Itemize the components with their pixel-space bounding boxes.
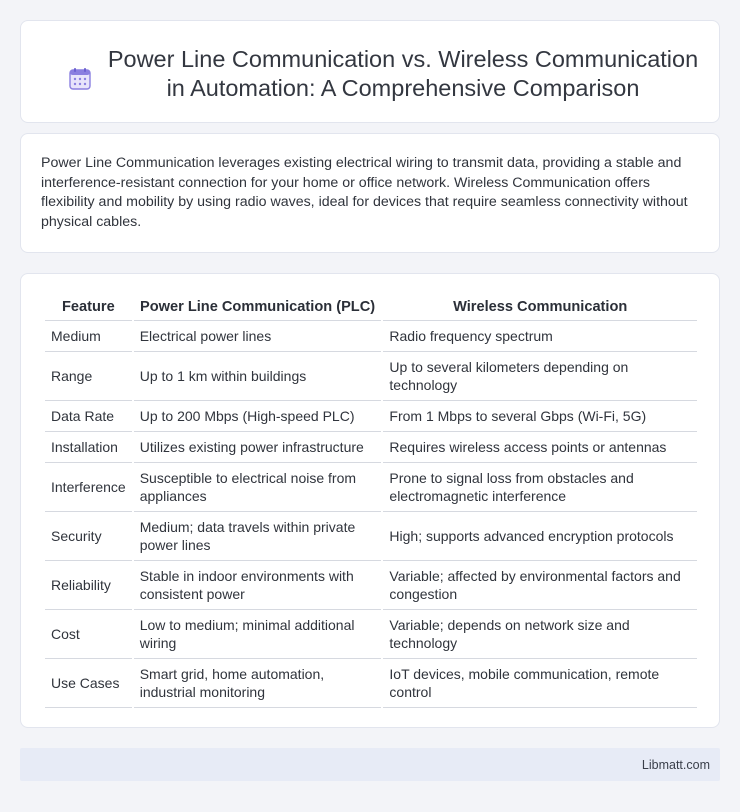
feature-cell: Installation xyxy=(45,432,132,463)
wireless-cell: Up to several kilometers depending on technology xyxy=(383,352,697,401)
wireless-cell: IoT devices, mobile communication, remote control xyxy=(383,659,697,708)
wireless-cell: Prone to signal loss from obstacles and electromagnetic interference xyxy=(383,463,697,512)
feature-cell: Data Rate xyxy=(45,401,132,432)
intro-paragraph: Power Line Communication leverages existing electrical wiring to transmit data, providing a stable and interference-resistant connection for your home or office network. Wireless Communication offers flexibility and mobility by using radio waves, ideal for devices that require seamless connectivity without physical cables. xyxy=(41,155,688,230)
table-row xyxy=(45,659,697,708)
table-row xyxy=(45,352,697,401)
comparison-card xyxy=(20,273,720,728)
page-title: Power Line Communication vs. Wireless Communication in Automation: A Comprehensive Comparison xyxy=(107,46,699,101)
feature-cell: Medium xyxy=(45,321,132,352)
plc-cell: Up to 1 km within buildings xyxy=(134,352,382,401)
wireless-cell: Variable; affected by environmental factors and congestion xyxy=(383,561,697,610)
feature-cell: Cost xyxy=(45,610,132,659)
plc-cell: Low to medium; minimal additional wiring xyxy=(134,610,382,659)
table-row xyxy=(45,401,697,432)
wireless-cell: From 1 Mbps to several Gbps (Wi-Fi, 5G) xyxy=(383,401,697,432)
feature-cell: Range xyxy=(45,352,132,401)
table-row xyxy=(45,463,697,512)
plc-cell: Up to 200 Mbps (High-speed PLC) xyxy=(134,401,382,432)
plc-cell: Smart grid, home automation, industrial monitoring xyxy=(134,659,382,708)
table-row xyxy=(45,561,697,610)
intro-card xyxy=(20,133,720,253)
header-feature: Feature xyxy=(45,294,132,321)
table-row xyxy=(45,610,697,659)
wireless-cell: Radio frequency spectrum xyxy=(383,321,697,352)
plc-cell: Electrical power lines xyxy=(134,321,382,352)
calendar-icon xyxy=(68,67,92,91)
table-row xyxy=(45,512,697,561)
plc-cell: Utilizes existing power infrastructure xyxy=(134,432,382,463)
wireless-cell: High; supports advanced encryption protocols xyxy=(383,512,697,561)
header-plc: Power Line Communication (PLC) xyxy=(134,294,382,321)
feature-cell: Use Cases xyxy=(45,659,132,708)
feature-cell: Security xyxy=(45,512,132,561)
table-header-row xyxy=(45,294,697,321)
header-wireless: Wireless Communication xyxy=(383,294,697,321)
table-row xyxy=(45,432,697,463)
plc-cell: Susceptible to electrical noise from appliances xyxy=(134,463,382,512)
plc-cell: Medium; data travels within private power lines xyxy=(134,512,382,561)
footer-brand-link[interactable]: Libmatt.com xyxy=(641,758,710,772)
wireless-cell: Requires wireless access points or antennas xyxy=(383,432,697,463)
footer-bar xyxy=(20,748,720,781)
feature-cell: Interference xyxy=(45,463,132,512)
plc-cell: Stable in indoor environments with consistent power xyxy=(134,561,382,610)
table-row xyxy=(45,321,697,352)
comparison-table xyxy=(43,294,699,708)
wireless-cell: Variable; depends on network size and technology xyxy=(383,610,697,659)
title-card xyxy=(20,20,720,123)
feature-cell: Reliability xyxy=(45,561,132,610)
